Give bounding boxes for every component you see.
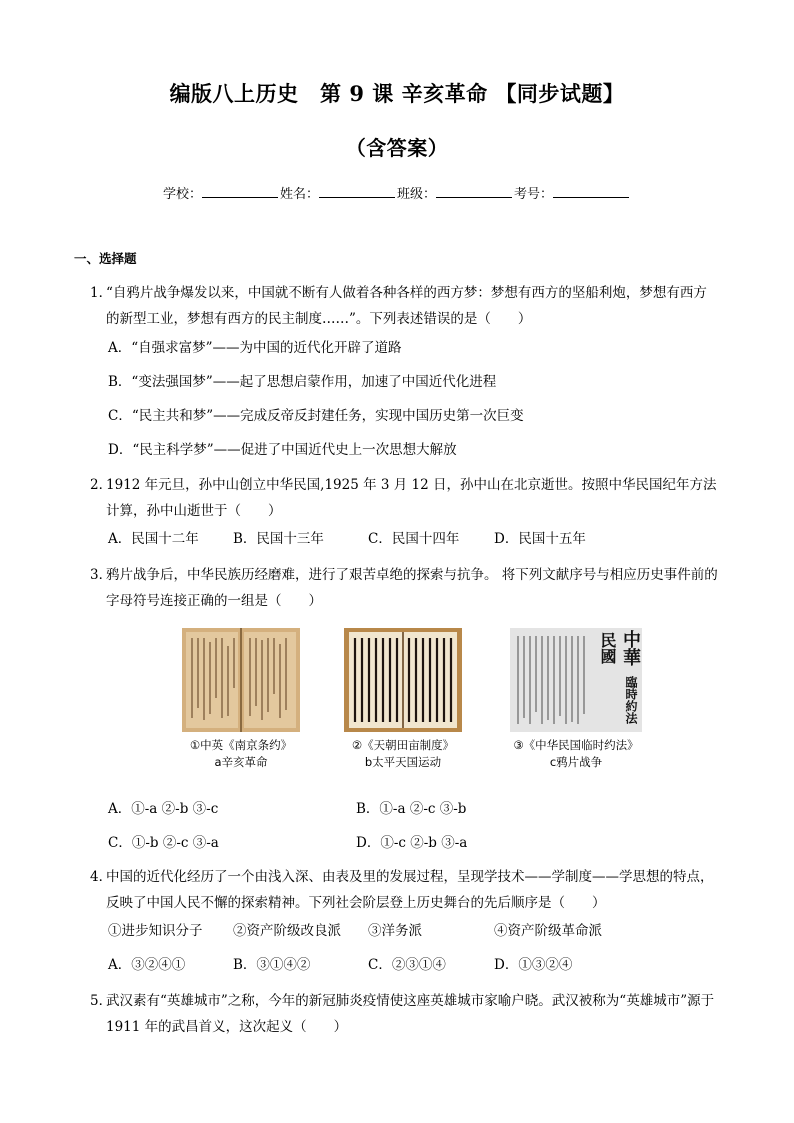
question-number: 4． <box>90 869 113 885</box>
exam-number-label: 考号： <box>514 187 554 202</box>
student-info-row <box>0 183 794 202</box>
q4-option-d: D．①③②④ <box>494 957 573 973</box>
q2-option-c: C．民国十四年 <box>368 531 460 547</box>
q3-option-c: C．①-b ②-c ③-a <box>108 835 219 851</box>
q3-option-d: D．①-c ②-b ③-a <box>356 835 468 851</box>
figure-2-title: ②《天朝田亩制度》 <box>351 738 455 752</box>
question-text: 1912 年元旦，孙中山创立中华民国,1925 年 3 月 12 日，孙中山在北京逝世。按照中华民国纪年方法计算，孙中山逝世于（ ） <box>106 477 717 519</box>
figure-1-caption <box>161 737 321 771</box>
exam-number-blank[interactable] <box>553 185 629 198</box>
q2-option-a: A．民国十二年 <box>108 531 199 547</box>
figure-3-event: c鸦片战争 <box>549 755 603 769</box>
page-title: 编版八上历史 第 9 课 辛亥革命 【同步试题】 <box>169 81 625 106</box>
question-text: 中国的近代化经历了一个由浅入深、由表及里的发展过程，呈现学技术——学制度——学思想的特点，反映了中国人民不懈的探索精神。下列社会阶层登上历史舞台的先后顺序是（ ） <box>106 869 714 911</box>
figure-3-caption <box>489 737 663 771</box>
q4-option-b: B．③①④② <box>233 957 311 973</box>
q1-option-a: A．“自强求富梦”——为中国的近代化开辟了道路 <box>108 340 402 356</box>
question-1 <box>90 280 720 332</box>
q1-option-b: B．“变法强国梦”——起了思想启蒙作用，加速了中国近代化进程 <box>108 374 497 390</box>
section-title: 一、选择题 <box>74 251 137 266</box>
question-number: 3． <box>90 567 113 583</box>
school-field <box>163 183 280 202</box>
figure-1-event: a辛亥革命 <box>214 755 268 769</box>
question-2 <box>90 472 720 524</box>
page-subtitle: （含答案） <box>345 136 449 160</box>
question-text: “自鸦片战争爆发以来，中国就不断有人做着各种各样的西方梦：梦想有西方的坚船利炮，梦想有西方的新型工业，梦想有西方的民主制度……”。下列表述错误的是（ ） <box>106 285 707 327</box>
constitution-calligraphy <box>598 628 642 732</box>
question-text: 鸦片战争后，中华民族历经磨难，进行了艰苦卓绝的探索与抗争。 将下列文献序号与相应历史事件前的字母符号连接正确的一组是（ ） <box>106 567 718 609</box>
q2-option-b: B．民国十三年 <box>233 531 324 547</box>
school-label: 学校： <box>162 187 202 202</box>
q4-item-3: ③洋务派 <box>368 923 422 939</box>
figure-2-caption <box>323 737 483 771</box>
calligraphy-line-2: 民國 <box>598 632 617 664</box>
figure-2-event: b太平天国运动 <box>364 755 442 769</box>
class-field <box>397 183 514 202</box>
class-blank[interactable] <box>436 185 512 198</box>
q4-item-1: ①进步知识分子 <box>108 923 203 939</box>
name-blank[interactable] <box>319 185 395 198</box>
q1-option-c: C．“民主共和梦”——完成反帝反封建任务，实现中国历史第一次巨变 <box>108 408 524 424</box>
question-3 <box>90 562 720 614</box>
calligraphy-line-3: 臨時約法 <box>624 676 638 724</box>
question-number: 1． <box>90 285 113 301</box>
q4-option-a: A．③②④① <box>108 957 186 973</box>
q2-option-d: D．民国十五年 <box>494 531 586 547</box>
question-number: 2． <box>90 477 113 493</box>
name-field <box>280 183 397 202</box>
question-4 <box>90 864 720 916</box>
exam-number-field <box>514 183 631 202</box>
question-5 <box>90 988 720 1040</box>
document-scan-icon <box>344 628 462 732</box>
name-label: 姓名： <box>279 187 319 202</box>
nanjing-treaty-image <box>182 628 300 732</box>
q4-option-c: C．②③①④ <box>368 957 446 973</box>
q4-item-4: ④资产阶级革命派 <box>494 923 602 939</box>
document-scan-icon <box>182 628 300 732</box>
tianchao-tianmu-image <box>344 628 462 732</box>
school-blank[interactable] <box>202 185 278 198</box>
question-number: 5． <box>90 993 113 1009</box>
figure-3-title: ③《中华民国临时约法》 <box>513 738 639 752</box>
q3-option-a: A．①-a ②-b ③-c <box>108 801 219 817</box>
figure-1-title: ①中英《南京条约》 <box>189 738 293 752</box>
provisional-constitution-image <box>510 628 642 732</box>
q4-item-2: ②资产阶级改良派 <box>233 923 341 939</box>
class-label: 班级： <box>397 187 437 202</box>
q3-option-b: B．①-a ②-c ③-b <box>356 801 467 817</box>
calligraphy-line-1: 中華 <box>620 630 641 666</box>
question-text: 武汉素有“英雄城市”之称，今年的新冠肺炎疫情使这座英雄城市家喻户晓。武汉被称为“英雄城市”源于 1911 年的武昌首义，这次起义（ ） <box>106 993 715 1035</box>
q1-option-d: D．“民主科学梦”——促进了中国近代史上一次思想大解放 <box>108 442 457 458</box>
